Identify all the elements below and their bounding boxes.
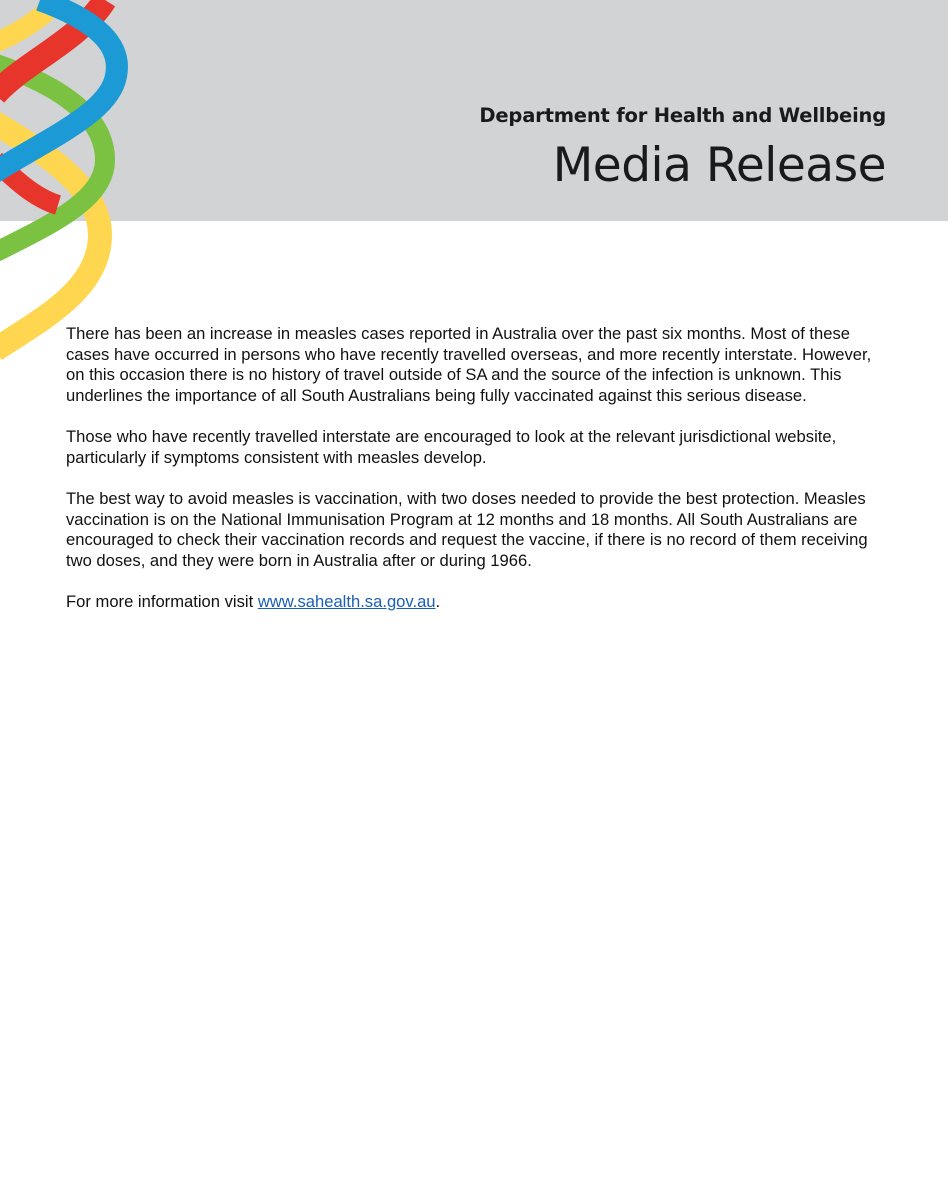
colored-ribbons-icon — [0, 0, 140, 370]
sahealth-link[interactable]: www.sahealth.sa.gov.au — [257, 592, 436, 611]
page-title: Media Release — [552, 138, 886, 193]
department-name: Department for Health and Wellbeing — [479, 104, 886, 127]
paragraph-vaccination: The best way to avoid measles is vaccination, with two doses needed to provide the best protection. Measles vaccination is on the National Immunisation Program at 12 months and 18 months. All South Australians are encouraged to check their vaccination records and request the vaccine, if there is no record of them receiving two doses, and they were born in Australia after or during 1966. — [66, 489, 868, 570]
paragraph-interstate-travel: Those who have recently travelled interstate are encouraged to look at the relevant jurisdictional website, particularly if symptoms consistent with measles develop. — [66, 427, 837, 467]
paragraph-measles-increase: There has been an increase in measles cases reported in Australia over the past six months. Most of these cases have occurred in persons who have recently travelled overseas, and more recently interstate. However, on this occasion there is no history of travel outside of SA and the source of the infection is unknown. This underlines the importance of all South Australians being fully vaccinated against this serious disease. — [66, 324, 872, 405]
more-info-prefix: For more information visit — [66, 592, 258, 611]
more-info-suffix: . — [435, 592, 441, 611]
release-body — [66, 324, 881, 634]
paragraph-more-info — [66, 592, 881, 613]
